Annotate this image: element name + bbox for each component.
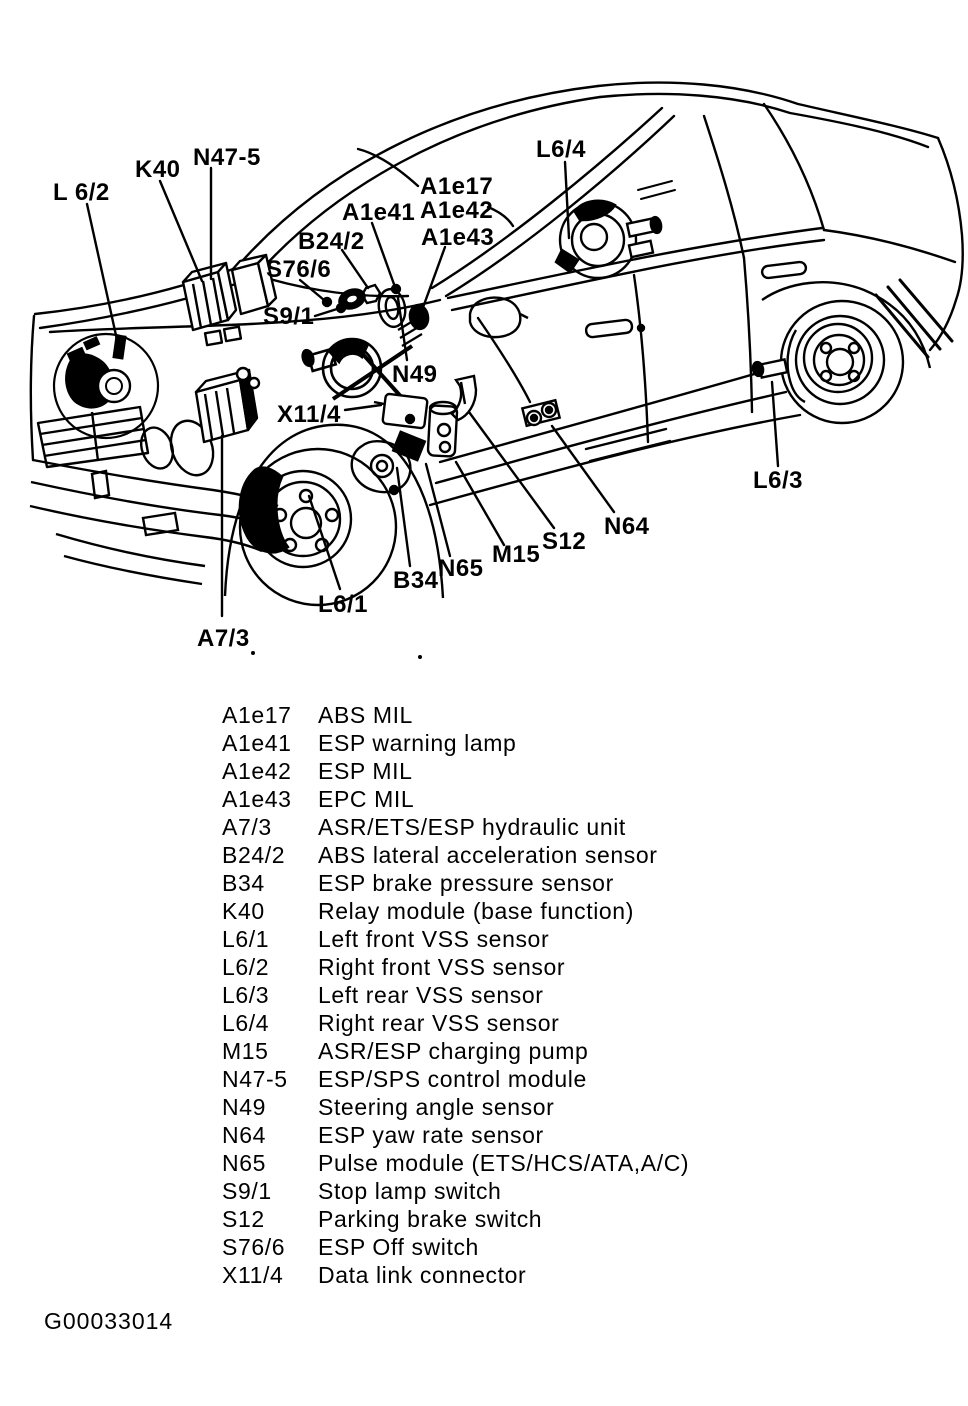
leader-m15 bbox=[456, 462, 504, 545]
legend-row bbox=[222, 1205, 689, 1233]
legend-code: S76/6 bbox=[222, 1234, 286, 1260]
leader-b34 bbox=[397, 468, 410, 566]
legend-code: M15 bbox=[222, 1038, 269, 1064]
callout-n65: N65 bbox=[438, 555, 484, 582]
legend-row bbox=[222, 841, 689, 869]
legend-row bbox=[222, 1149, 689, 1177]
callout-k40: K40 bbox=[135, 156, 181, 183]
legend-row bbox=[222, 897, 689, 925]
callout-n47-5: N47-5 bbox=[193, 144, 261, 171]
callout-l6-1: L6/1 bbox=[318, 591, 369, 618]
legend-row bbox=[222, 981, 689, 1009]
legend-code: S12 bbox=[222, 1206, 265, 1232]
legend-code: X11/4 bbox=[222, 1262, 284, 1288]
parking-brake-switch bbox=[452, 376, 476, 420]
legend-desc: Left front VSS sensor bbox=[318, 926, 550, 952]
legend-code: N65 bbox=[222, 1150, 266, 1176]
legend-row bbox=[222, 701, 689, 729]
legend-desc: EPC MIL bbox=[318, 786, 415, 812]
legend-code: A7/3 bbox=[222, 814, 272, 840]
legend-desc: Data link connector bbox=[318, 1262, 527, 1288]
legend-desc: ESP MIL bbox=[318, 758, 413, 784]
legend-code: N49 bbox=[222, 1094, 266, 1120]
legend-desc: ESP Off switch bbox=[318, 1234, 479, 1260]
callout-s9-1: S9/1 bbox=[263, 303, 315, 330]
print-noise-dots bbox=[251, 651, 422, 659]
callout-s12: S12 bbox=[542, 528, 587, 555]
legend-code: B34 bbox=[222, 870, 265, 896]
leader-a1e41 bbox=[372, 223, 395, 287]
callout-a7-3: A7/3 bbox=[197, 625, 250, 652]
leader-x11-4 bbox=[345, 405, 381, 410]
legend-desc: ESP yaw rate sensor bbox=[318, 1122, 544, 1148]
legend-code: L6/1 bbox=[222, 926, 270, 952]
legend-desc: Steering angle sensor bbox=[318, 1094, 555, 1120]
legend-code: K40 bbox=[222, 898, 265, 924]
callout-a1e41: A1e41 bbox=[342, 199, 416, 226]
legend-row bbox=[222, 1261, 689, 1289]
leader-s9-1 bbox=[315, 309, 337, 316]
pulse-module bbox=[428, 402, 458, 457]
legend-code: N47-5 bbox=[222, 1066, 288, 1092]
legend-row bbox=[222, 953, 689, 981]
legend-row bbox=[222, 869, 689, 897]
legend-desc: Relay module (base function) bbox=[318, 898, 634, 924]
legend-desc: ASR/ESP charging pump bbox=[318, 1038, 589, 1064]
legend-desc: Parking brake switch bbox=[318, 1206, 543, 1232]
legend-row bbox=[222, 785, 689, 813]
rear-door-handle bbox=[761, 261, 806, 278]
callout-n64: N64 bbox=[604, 513, 650, 540]
legend-row bbox=[222, 1121, 689, 1149]
legend-code: N64 bbox=[222, 1122, 266, 1148]
callout-n49: N49 bbox=[392, 361, 438, 388]
callout-m15: M15 bbox=[492, 541, 541, 568]
callout-labels bbox=[53, 136, 803, 652]
callout-b34: B34 bbox=[393, 567, 439, 594]
esp-warning-lamp bbox=[392, 285, 400, 293]
data-link-connector bbox=[374, 394, 428, 429]
leader-a1e17 bbox=[358, 149, 418, 186]
callout-l6-3: L6/3 bbox=[753, 467, 804, 494]
callout-b24-2: B24/2 bbox=[298, 228, 365, 255]
legend-desc: Stop lamp switch bbox=[318, 1178, 502, 1204]
legend-desc: ESP brake pressure sensor bbox=[318, 870, 614, 896]
leader-b24-2 bbox=[342, 250, 368, 288]
yaw-rate-sensor bbox=[522, 400, 559, 426]
legend-row bbox=[222, 1177, 689, 1205]
callout-a1e43: A1e43 bbox=[421, 224, 495, 251]
legend-desc: ASR/ETS/ESP hydraulic unit bbox=[318, 814, 626, 840]
right-front-hub-assembly bbox=[54, 334, 158, 438]
callout-a1e42: A1e42 bbox=[420, 197, 494, 224]
legend-row bbox=[222, 1065, 689, 1093]
right-rear-hub-assembly bbox=[556, 201, 663, 278]
instrument-cluster bbox=[323, 285, 430, 330]
leader-a1e43 bbox=[421, 247, 445, 313]
legend-code: S9/1 bbox=[222, 1178, 272, 1204]
legend-code: A1e42 bbox=[222, 758, 292, 784]
legend-row bbox=[222, 813, 689, 841]
legend-code: L6/3 bbox=[222, 982, 270, 1008]
legend-code: L6/4 bbox=[222, 1010, 270, 1036]
legend-desc: ESP/SPS control module bbox=[318, 1066, 587, 1092]
legend-row bbox=[222, 1093, 689, 1121]
brake-pressure-sensor bbox=[390, 486, 398, 494]
legend-desc: ABS MIL bbox=[318, 702, 413, 728]
car-line-drawing bbox=[0, 0, 968, 690]
legend-desc: Pulse module (ETS/HCS/ATA,A/C) bbox=[318, 1150, 690, 1176]
hydraulic-unit bbox=[196, 368, 259, 442]
legend-row bbox=[222, 729, 689, 757]
callout-s76-6: S76/6 bbox=[266, 256, 332, 283]
legend-row bbox=[222, 1037, 689, 1065]
legend-row bbox=[222, 1009, 689, 1037]
front-door-handle bbox=[585, 319, 632, 338]
leader-k40 bbox=[160, 181, 202, 281]
legend-code: A1e41 bbox=[222, 730, 292, 756]
callout-a1e17: A1e17 bbox=[420, 173, 494, 200]
legend-code: A1e17 bbox=[222, 702, 292, 728]
stop-lamp-switch bbox=[337, 304, 345, 312]
legend-desc: Right rear VSS sensor bbox=[318, 1010, 560, 1036]
callout-l6-2: L 6/2 bbox=[53, 179, 110, 206]
leader-l6-4 bbox=[565, 162, 569, 238]
legend-code: B24/2 bbox=[222, 842, 286, 868]
legend-code: A1e43 bbox=[222, 786, 292, 812]
legend-desc: Left rear VSS sensor bbox=[318, 982, 544, 1008]
callout-x11-4: X11/4 bbox=[277, 401, 341, 428]
legend-desc: ESP warning lamp bbox=[318, 730, 517, 756]
legend-row bbox=[222, 757, 689, 785]
component-legend bbox=[222, 701, 689, 1289]
legend-desc: Right front VSS sensor bbox=[318, 954, 566, 980]
legend-row bbox=[222, 1233, 689, 1261]
legend-code: L6/2 bbox=[222, 954, 270, 980]
figure-code: G00033014 bbox=[44, 1308, 174, 1334]
legend-row bbox=[222, 925, 689, 953]
callout-l6-4: L6/4 bbox=[536, 136, 587, 163]
legend-desc: ABS lateral acceleration sensor bbox=[318, 842, 658, 868]
